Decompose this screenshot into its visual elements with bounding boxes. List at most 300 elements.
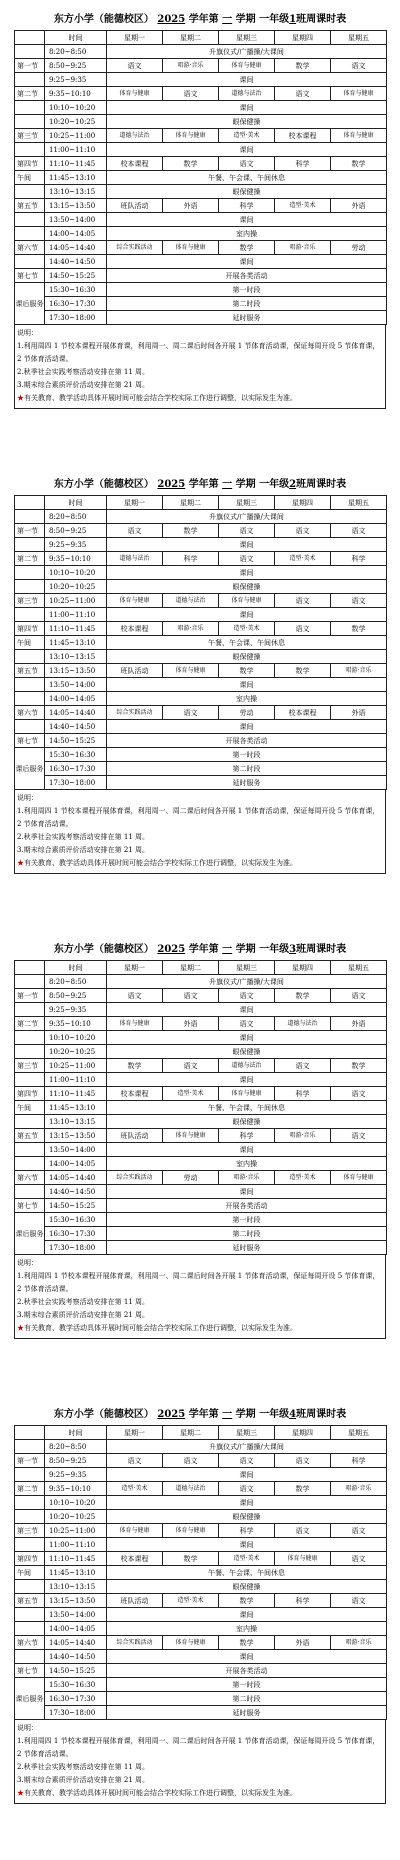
period-label: 第二节 xyxy=(15,87,45,101)
course-cell: 唱游·音乐 xyxy=(331,1636,387,1650)
period-label xyxy=(15,692,45,706)
corner-cell xyxy=(15,1426,45,1440)
course-cell: 体育与健康 xyxy=(107,1017,163,1031)
activity-cell: 课间 xyxy=(107,1073,387,1087)
course-cell: 外语 xyxy=(275,1636,331,1650)
course-cell: 数学 xyxy=(275,59,331,73)
course-cell: 语文 xyxy=(219,524,275,538)
activity-cell: 升旗仪式/广播操/大课间 xyxy=(107,1440,387,1454)
time-cell: 10:25~11:00 xyxy=(45,594,107,608)
period-label xyxy=(15,1650,45,1664)
note-line: ★有关教育、教学活动具体开展时间可能会结合学校实际工作进行调整，以实际发生为准。 xyxy=(17,1789,297,1797)
period-label xyxy=(15,1157,45,1171)
table-row xyxy=(15,734,387,748)
activity-cell: 第一时段 xyxy=(107,283,387,297)
period-label: 第一节 xyxy=(15,59,45,73)
header-row xyxy=(15,496,387,510)
table-row xyxy=(15,1059,387,1073)
course-cell: 综合实践活动 xyxy=(107,706,163,720)
table-row xyxy=(15,1594,387,1608)
table-row xyxy=(15,255,387,269)
note-line: 说明： xyxy=(17,329,38,337)
course-cell: 语文 xyxy=(275,594,331,608)
table-row xyxy=(15,524,387,538)
time-cell: 13:50~14:00 xyxy=(45,213,107,227)
course-cell: 数学 xyxy=(275,989,331,1003)
time-cell: 9:25~9:35 xyxy=(45,538,107,552)
period-label xyxy=(15,975,45,989)
period-label: 第一节 xyxy=(15,524,45,538)
note-line: 3.期末综合素质评价活动安排在第 21 周。 xyxy=(17,1311,150,1319)
course-cell: 语文 xyxy=(163,1454,219,1468)
period-label: 第二节 xyxy=(15,1482,45,1496)
period-label: 第四节 xyxy=(15,1087,45,1101)
table-row xyxy=(15,608,387,622)
activity-cell: 课间 xyxy=(107,1031,387,1045)
activity-cell: 眼保健操 xyxy=(107,185,387,199)
table-row xyxy=(15,1115,387,1129)
title-title-end: 班周课时表 xyxy=(296,14,347,25)
table-row xyxy=(15,678,387,692)
table-row xyxy=(15,1552,387,1566)
title-term: 一 xyxy=(222,944,233,955)
period-label xyxy=(15,115,45,129)
activity-cell: 眼保健操 xyxy=(107,580,387,594)
course-cell: 数学 xyxy=(275,664,331,678)
period-label xyxy=(15,1031,45,1045)
course-cell: 道德与法治 xyxy=(163,1482,219,1496)
table-row xyxy=(15,1706,387,1720)
table-row xyxy=(15,213,387,227)
period-label: 第六节 xyxy=(15,1636,45,1650)
time-cell: 14:00~14:05 xyxy=(45,692,107,706)
course-cell: 语文 xyxy=(163,87,219,101)
time-cell: 9:35~10:10 xyxy=(45,87,107,101)
activity-cell: 眼保健操 xyxy=(107,1045,387,1059)
schedule-block xyxy=(0,1395,400,1860)
period-label xyxy=(15,1185,45,1199)
course-cell: 语文 xyxy=(331,1524,387,1538)
time-cell: 14:05~14:40 xyxy=(45,1636,107,1650)
period-label: 午间 xyxy=(15,1101,45,1115)
note-line: 2.秋季社会实践考察活动安排在第 11 周。 xyxy=(17,368,150,376)
course-cell: 造型·美术 xyxy=(275,552,331,566)
timetable xyxy=(14,960,387,1255)
time-cell: 8:20~8:50 xyxy=(45,510,107,524)
period-label xyxy=(15,580,45,594)
notes xyxy=(14,1255,386,1339)
period-label xyxy=(15,650,45,664)
period-label: 第三节 xyxy=(15,1524,45,1538)
table-row xyxy=(15,297,387,311)
time-cell: 9:25~9:35 xyxy=(45,1003,107,1017)
title-year: 2025 xyxy=(157,14,186,25)
activity-cell: 第二时段 xyxy=(107,762,387,776)
course-cell: 体育与健康 xyxy=(107,87,163,101)
table-row xyxy=(15,269,387,283)
activity-cell: 第二时段 xyxy=(107,1692,387,1706)
time-cell: 16:30~17:30 xyxy=(45,297,107,311)
period-label: 第五节 xyxy=(15,1594,45,1608)
notes xyxy=(14,325,386,409)
period-label: 第二节 xyxy=(15,1017,45,1031)
table-row xyxy=(15,1468,387,1482)
period-label: 第六节 xyxy=(15,1171,45,1185)
time-cell: 13:50~14:00 xyxy=(45,678,107,692)
header-row xyxy=(15,31,387,45)
course-cell: 外语 xyxy=(331,199,387,213)
table-row xyxy=(15,1073,387,1087)
course-cell: 数学 xyxy=(163,157,219,171)
time-cell: 10:10~10:20 xyxy=(45,1031,107,1045)
activity-cell: 课间 xyxy=(107,566,387,580)
time-cell: 14:00~14:05 xyxy=(45,1622,107,1636)
activity-cell: 午餐、午会课、午间休息 xyxy=(107,171,387,185)
period-label: 第六节 xyxy=(15,706,45,720)
title-class-no: 3 xyxy=(289,944,297,955)
time-cell: 14:05~14:40 xyxy=(45,706,107,720)
period-label: 第五节 xyxy=(15,664,45,678)
table-row xyxy=(15,975,387,989)
course-cell: 体育与健康 xyxy=(107,1524,163,1538)
table-row xyxy=(15,171,387,185)
table-row xyxy=(15,1087,387,1101)
after-school-label: 课后服务 xyxy=(15,748,45,790)
period-label xyxy=(15,1510,45,1524)
table-row xyxy=(15,129,387,143)
course-cell: 体育与健康 xyxy=(163,241,219,255)
course-cell: 唱游·音乐 xyxy=(331,1482,387,1496)
period-label: 第一节 xyxy=(15,1454,45,1468)
course-cell: 体育与健康 xyxy=(331,1171,387,1185)
course-cell: 体育与健康 xyxy=(219,59,275,73)
time-cell: 13:15~13:50 xyxy=(45,664,107,678)
table-row xyxy=(15,580,387,594)
course-cell: 外语 xyxy=(331,706,387,720)
activity-cell: 室内操 xyxy=(107,1622,387,1636)
course-cell: 数学 xyxy=(219,241,275,255)
activity-cell: 课间 xyxy=(107,720,387,734)
course-cell: 校本课程 xyxy=(107,622,163,636)
title-title-end: 班周课时表 xyxy=(296,479,347,490)
period-label xyxy=(15,1143,45,1157)
title-title-pre: 东方小学（能德校区） xyxy=(53,1409,154,1420)
day-header: 星期五 xyxy=(331,961,387,975)
table-row xyxy=(15,692,387,706)
time-cell: 9:35~10:10 xyxy=(45,1017,107,1031)
timetable xyxy=(14,30,387,325)
course-cell: 唱游·音乐 xyxy=(163,622,219,636)
time-cell: 8:50~9:25 xyxy=(45,524,107,538)
course-cell: 体育与健康 xyxy=(163,1524,219,1538)
table-row xyxy=(15,1454,387,1468)
table-row xyxy=(15,1496,387,1510)
course-cell: 校本课程 xyxy=(107,1087,163,1101)
period-label: 第二节 xyxy=(15,552,45,566)
time-cell: 16:30~17:30 xyxy=(45,1227,107,1241)
time-cell: 8:50~9:25 xyxy=(45,59,107,73)
course-cell: 数学 xyxy=(275,1482,331,1496)
schedule-block xyxy=(0,0,400,465)
table-row xyxy=(15,664,387,678)
activity-cell: 课间 xyxy=(107,1496,387,1510)
activity-cell: 课间 xyxy=(107,1185,387,1199)
time-cell: 11:45~13:10 xyxy=(45,1101,107,1115)
note-line: 2.秋季社会实践考察活动安排在第 11 周。 xyxy=(17,1763,150,1771)
title-title-end: 班周课时表 xyxy=(296,1409,347,1420)
title-title-post: 学期 一年级 xyxy=(235,1409,290,1420)
time-header: 时间 xyxy=(45,1426,107,1440)
table-row xyxy=(15,73,387,87)
course-cell: 数学 xyxy=(219,664,275,678)
period-label: 第三节 xyxy=(15,594,45,608)
course-cell: 造型·美术 xyxy=(163,1594,219,1608)
course-cell: 综合实践活动 xyxy=(107,1636,163,1650)
time-cell: 16:30~17:30 xyxy=(45,762,107,776)
time-cell: 11:10~11:45 xyxy=(45,1087,107,1101)
activity-cell: 眼保健操 xyxy=(107,1580,387,1594)
table-row xyxy=(15,1227,387,1241)
period-label xyxy=(15,1440,45,1454)
period-label xyxy=(15,1468,45,1482)
period-label xyxy=(15,1622,45,1636)
period-label: 第四节 xyxy=(15,622,45,636)
title-term: 一 xyxy=(222,479,233,490)
schedule-title xyxy=(14,1405,386,1425)
activity-cell: 课间 xyxy=(107,255,387,269)
course-cell: 体育与健康 xyxy=(163,1636,219,1650)
course-cell: 数学 xyxy=(107,1059,163,1073)
table-row xyxy=(15,706,387,720)
activity-cell: 课间 xyxy=(107,1143,387,1157)
table-row xyxy=(15,143,387,157)
time-cell: 8:50~9:25 xyxy=(45,1454,107,1468)
time-cell: 13:10~13:15 xyxy=(45,185,107,199)
time-header: 时间 xyxy=(45,496,107,510)
time-cell: 9:25~9:35 xyxy=(45,1468,107,1482)
time-cell: 10:20~10:25 xyxy=(45,115,107,129)
time-cell: 11:00~11:10 xyxy=(45,608,107,622)
time-cell: 14:40~14:50 xyxy=(45,1650,107,1664)
table-row xyxy=(15,1678,387,1692)
note-line: 1.利用周四 1 节校本课程开展体育课，利用周一、周二课后时间各开展 1 节体育活动课，保证每周开设 5 节体育课，2 节体育活动课。 xyxy=(17,342,380,363)
course-cell: 语文 xyxy=(331,1129,387,1143)
time-cell: 13:15~13:50 xyxy=(45,199,107,213)
course-cell: 道德与法治 xyxy=(219,87,275,101)
note-line: 说明： xyxy=(17,1259,38,1267)
period-label xyxy=(15,1003,45,1017)
note-line: ★有关教育、教学活动具体开展时间可能会结合学校实际工作进行调整，以实际发生为准。 xyxy=(17,1324,297,1332)
time-cell: 10:25~11:00 xyxy=(45,1524,107,1538)
time-cell: 10:10~10:20 xyxy=(45,1496,107,1510)
activity-cell: 第二时段 xyxy=(107,1227,387,1241)
period-label xyxy=(15,720,45,734)
schedule-block xyxy=(0,465,400,930)
course-cell: 数学 xyxy=(219,1636,275,1650)
table-row xyxy=(15,566,387,580)
period-label: 第四节 xyxy=(15,157,45,171)
course-cell: 综合实践活动 xyxy=(107,241,163,255)
activity-cell: 延时服务 xyxy=(107,776,387,790)
time-cell: 14:00~14:05 xyxy=(45,1157,107,1171)
table-row xyxy=(15,185,387,199)
table-row xyxy=(15,650,387,664)
course-cell: 语文 xyxy=(275,1524,331,1538)
time-cell: 8:20~8:50 xyxy=(45,1440,107,1454)
course-cell: 造型·美术 xyxy=(275,199,331,213)
table-row xyxy=(15,1538,387,1552)
table-row xyxy=(15,59,387,73)
time-cell: 11:00~11:10 xyxy=(45,1538,107,1552)
activity-cell: 室内操 xyxy=(107,692,387,706)
day-header: 星期二 xyxy=(163,31,219,45)
period-label xyxy=(15,143,45,157)
course-cell: 体育与健康 xyxy=(219,594,275,608)
activity-cell: 课间 xyxy=(107,73,387,87)
course-cell: 班队活动 xyxy=(107,1594,163,1608)
activity-cell: 升旗仪式/广播操/大课间 xyxy=(107,510,387,524)
period-label: 第五节 xyxy=(15,199,45,213)
time-cell: 17:30~18:00 xyxy=(45,311,107,325)
table-row xyxy=(15,776,387,790)
course-cell: 语文 xyxy=(275,1059,331,1073)
time-cell: 15:30~16:30 xyxy=(45,1678,107,1692)
course-cell: 造型·美术 xyxy=(219,129,275,143)
time-cell: 11:10~11:45 xyxy=(45,1552,107,1566)
course-cell: 科学 xyxy=(219,199,275,213)
course-cell: 道德与法治 xyxy=(219,1059,275,1073)
course-cell: 体育与健康 xyxy=(163,1129,219,1143)
title-title-post: 学期 一年级 xyxy=(235,14,290,25)
period-label: 第三节 xyxy=(15,1059,45,1073)
time-cell: 11:45~13:10 xyxy=(45,1566,107,1580)
period-label xyxy=(15,45,45,59)
activity-cell: 课间 xyxy=(107,1650,387,1664)
activity-cell: 课间 xyxy=(107,1538,387,1552)
activity-cell: 第一时段 xyxy=(107,1678,387,1692)
table-row xyxy=(15,1566,387,1580)
course-cell: 数学 xyxy=(219,1594,275,1608)
title-class-no: 1 xyxy=(289,14,297,25)
title-title-post: 学期 一年级 xyxy=(235,479,290,490)
course-cell: 科学 xyxy=(275,157,331,171)
star-icon: ★ xyxy=(17,1789,24,1797)
activity-cell: 升旗仪式/广播操/大课间 xyxy=(107,975,387,989)
title-year: 2025 xyxy=(157,944,186,955)
period-label xyxy=(15,1538,45,1552)
title-title-end: 班周课时表 xyxy=(296,944,347,955)
timetable xyxy=(14,1425,387,1720)
table-row xyxy=(15,552,387,566)
course-cell: 科学 xyxy=(275,1594,331,1608)
time-cell: 10:25~11:00 xyxy=(45,129,107,143)
star-icon: ★ xyxy=(17,1324,24,1332)
table-row xyxy=(15,594,387,608)
time-cell: 10:20~10:25 xyxy=(45,580,107,594)
time-cell: 11:45~13:10 xyxy=(45,171,107,185)
course-cell: 数学 xyxy=(331,1059,387,1073)
title-title-pre: 东方小学（能德校区） xyxy=(53,14,154,25)
course-cell: 语文 xyxy=(275,524,331,538)
activity-cell: 课间 xyxy=(107,1468,387,1482)
time-cell: 17:30~18:00 xyxy=(45,776,107,790)
activity-cell: 午餐、午会课、午间休息 xyxy=(107,1101,387,1115)
course-cell: 校本课程 xyxy=(275,706,331,720)
period-label: 第六节 xyxy=(15,241,45,255)
activity-cell: 室内操 xyxy=(107,227,387,241)
period-label: 第四节 xyxy=(15,1552,45,1566)
activity-cell: 第二时段 xyxy=(107,297,387,311)
table-row xyxy=(15,720,387,734)
after-school-label: 课后服务 xyxy=(15,283,45,325)
time-cell: 13:15~13:50 xyxy=(45,1594,107,1608)
course-cell: 数学 xyxy=(331,157,387,171)
table-row xyxy=(15,1524,387,1538)
course-cell: 语文 xyxy=(163,989,219,1003)
time-cell: 10:20~10:25 xyxy=(45,1510,107,1524)
title-title-mid: 学年第 xyxy=(188,944,219,955)
course-cell: 外语 xyxy=(163,199,219,213)
course-cell: 语文 xyxy=(107,1454,163,1468)
course-cell: 科学 xyxy=(163,552,219,566)
period-label xyxy=(15,255,45,269)
course-cell: 语文 xyxy=(219,1017,275,1031)
table-row xyxy=(15,622,387,636)
time-cell: 14:40~14:50 xyxy=(45,720,107,734)
course-cell: 班队活动 xyxy=(107,664,163,678)
time-cell: 14:50~15:25 xyxy=(45,1199,107,1213)
header-row xyxy=(15,961,387,975)
day-header: 星期一 xyxy=(107,1426,163,1440)
course-cell: 数学 xyxy=(163,524,219,538)
schedule-block xyxy=(0,930,400,1395)
table-row xyxy=(15,283,387,297)
table-row xyxy=(15,538,387,552)
period-label: 第三节 xyxy=(15,129,45,143)
course-cell: 语文 xyxy=(275,1454,331,1468)
table-row xyxy=(15,1129,387,1143)
activity-cell: 眼保健操 xyxy=(107,650,387,664)
course-cell: 造型·美术 xyxy=(219,622,275,636)
day-header: 星期五 xyxy=(331,31,387,45)
period-label xyxy=(15,1608,45,1622)
course-cell: 造型·美术 xyxy=(275,1171,331,1185)
course-cell: 劳动 xyxy=(163,1171,219,1185)
course-cell: 语文 xyxy=(219,157,275,171)
activity-cell: 课间 xyxy=(107,143,387,157)
time-cell: 9:35~10:10 xyxy=(45,1482,107,1496)
day-header: 星期二 xyxy=(163,496,219,510)
schedule-title xyxy=(14,940,386,960)
activity-cell: 延时服务 xyxy=(107,311,387,325)
time-cell: 10:10~10:20 xyxy=(45,101,107,115)
header-row xyxy=(15,1426,387,1440)
period-label xyxy=(15,510,45,524)
table-row xyxy=(15,241,387,255)
time-cell: 10:10~10:20 xyxy=(45,566,107,580)
time-cell: 14:05~14:40 xyxy=(45,1171,107,1185)
day-header: 星期一 xyxy=(107,496,163,510)
table-row xyxy=(15,1580,387,1594)
period-label: 第一节 xyxy=(15,989,45,1003)
course-cell: 劳动 xyxy=(219,706,275,720)
table-row xyxy=(15,1199,387,1213)
period-label xyxy=(15,101,45,115)
schedule-title xyxy=(14,10,386,30)
course-cell: 语文 xyxy=(107,59,163,73)
day-header: 星期五 xyxy=(331,496,387,510)
activity-cell: 开展各类活动 xyxy=(107,734,387,748)
